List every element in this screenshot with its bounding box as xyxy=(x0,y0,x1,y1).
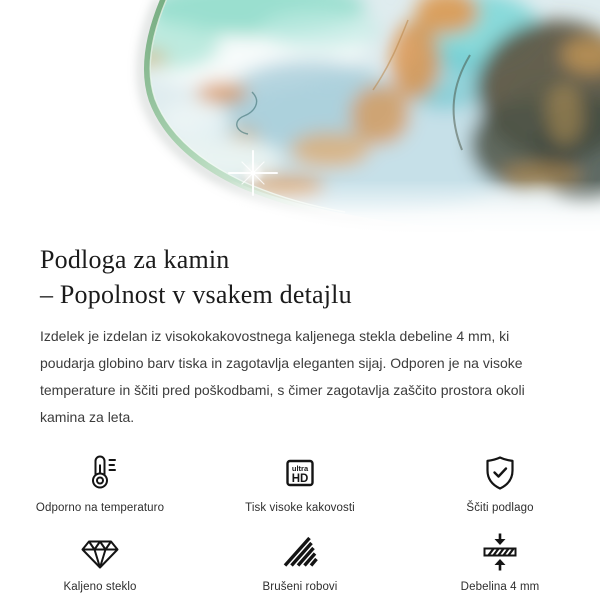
ultra-hd-icon xyxy=(279,453,321,493)
feature-tempered-glass xyxy=(0,532,200,593)
feature-label: Brušeni robovi xyxy=(262,581,338,593)
thickness-arrows-icon xyxy=(479,532,521,572)
feature-polished-edges xyxy=(200,532,400,593)
shield-check-icon xyxy=(479,453,521,493)
feature-print-quality xyxy=(200,453,400,514)
feature-thickness xyxy=(400,532,600,593)
feature-grid xyxy=(0,453,600,593)
page-title-line1: Podloga za kamin xyxy=(40,245,230,274)
feature-label: Odporno na temperaturo xyxy=(35,502,165,514)
feature-temperature xyxy=(0,453,200,514)
page-title-line2: – Popolnost v vsakem detajlu xyxy=(40,280,352,309)
feature-label: Debelina 4 mm xyxy=(460,581,540,593)
product-description-section xyxy=(0,242,600,431)
page-title xyxy=(40,242,560,312)
feature-label: Tisk visoke kakovosti xyxy=(245,502,355,514)
feature-protects-surface xyxy=(400,453,600,514)
product-description-text: Izdelek je izdelan iz visokokakovostnega kaljenega stekla debeline 4 mm, ki poudarja globino barv tiska in zagotavlja eleganten sijaj. Odporen je na visoke temperature in ščiti pred poškodbami, s čimer zagotavlja zaščito prostora okoli kamina za leta. xyxy=(40,328,525,425)
polished-edges-icon xyxy=(279,532,321,572)
ultra-label: ultra xyxy=(291,464,309,473)
thermometer-icon xyxy=(79,453,121,493)
feature-label: Kaljeno steklo xyxy=(63,581,137,593)
feature-label: Ščiti podlago xyxy=(466,502,534,514)
hd-label: HD xyxy=(291,473,309,485)
product-glass-panel-image xyxy=(0,0,600,240)
diamond-icon xyxy=(79,532,121,572)
